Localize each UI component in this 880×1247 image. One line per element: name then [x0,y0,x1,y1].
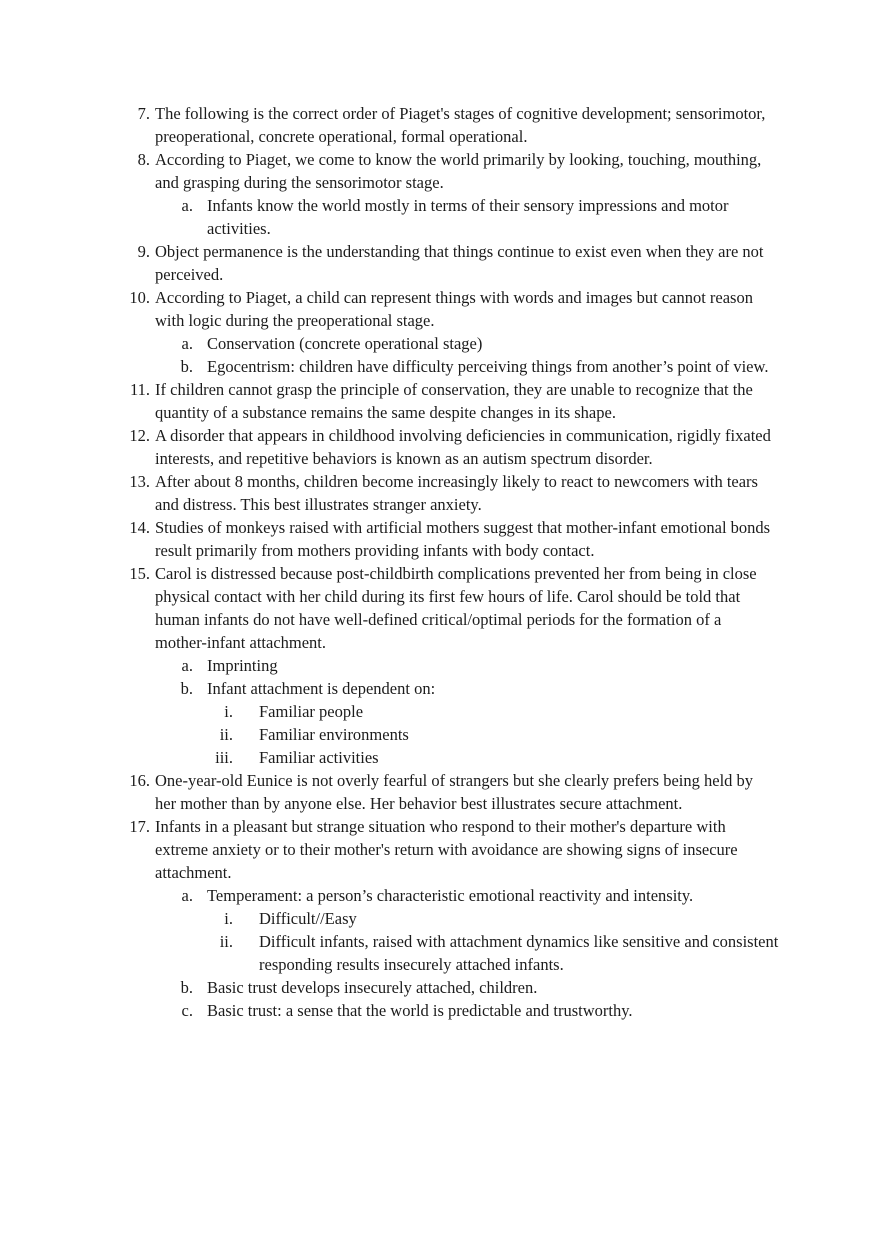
item-number: 14. [129,518,150,537]
item-text: Egocentrism: children have difficulty perceiving things from another’s point of view. [207,357,769,376]
item-number: 13. [129,472,150,491]
item-number: 15. [129,564,150,583]
item-text: Infants know the world mostly in terms of their sensory impressions and motor activities. [207,196,729,238]
item-letter: c. [181,1001,193,1020]
sub-item-10b [0,355,880,378]
item-number: 8. [137,150,150,169]
item-text: Infants in a pleasant but strange situation who respond to their mother's departure with extreme anxiety or to their mother's return with avoidance are showing signs of insecure attachment. [155,817,738,882]
list-item-10 [0,286,880,332]
item-text: A disorder that appears in childhood involving deficiencies in communication, rigidly fixated interests, and repetitive behaviors is known as an autism spectrum disorder. [155,426,771,468]
item-roman: i. [224,702,233,721]
item-letter: a. [181,886,193,905]
sub-sub-item-15b-ii [0,723,880,746]
list-item-15 [0,562,880,654]
item-text: Carol is distressed because post-childbirth complications prevented her from being in close physical contact with her child during its first few hours of life. Carol should be told that human infants do not have well-defined critical/optimal periods for the formation of a mother-infant attachment. [155,564,757,652]
sub-sub-item-15b-i [0,700,880,723]
item-number: 9. [137,242,150,261]
item-text: Basic trust develops insecurely attached, children. [207,978,538,997]
item-number: 17. [129,817,150,836]
sub-item-8a [0,194,880,240]
list-item-16 [0,769,880,815]
item-text: The following is the correct order of Piaget's stages of cognitive development; sensorimotor, preoperational, concrete operational, formal operational. [155,104,766,146]
sub-item-17b [0,976,880,999]
item-roman: ii. [219,725,233,744]
item-text: After about 8 months, children become increasingly likely to react to newcomers with tears and distress. This best illustrates stranger anxiety. [155,472,758,514]
list-item-11 [0,378,880,424]
item-number: 12. [129,426,150,445]
list-item-14 [0,516,880,562]
sub-sub-item-15b-iii [0,746,880,769]
item-letter: a. [181,196,193,215]
item-letter: b. [180,978,193,997]
list-item-8 [0,148,880,194]
item-text: Infant attachment is dependent on: [207,679,436,698]
item-text: According to Piaget, we come to know the world primarily by looking, touching, mouthing, and grasping during the sensorimotor stage. [155,150,762,192]
list-item-7 [0,102,880,148]
sub-item-15a [0,654,880,677]
item-text: Familiar people [259,702,364,721]
item-text: Difficult//Easy [259,909,357,928]
sub-item-10a [0,332,880,355]
item-text: Familiar environments [259,725,409,744]
sub-item-17a [0,884,880,907]
item-letter: a. [181,334,193,353]
list-item-12 [0,424,880,470]
item-number: 10. [129,288,150,307]
item-letter: b. [180,679,193,698]
item-number: 16. [129,771,150,790]
item-text: If children cannot grasp the principle of conservation, they are unable to recognize that the quantity of a substance remains the same despite changes in its shape. [155,380,753,422]
item-roman: ii. [219,932,233,951]
list-item-17 [0,815,880,884]
item-number: 7. [137,104,150,123]
item-text: Basic trust: a sense that the world is predictable and trustworthy. [207,1001,633,1020]
item-letter: a. [181,656,193,675]
list-item-9 [0,240,880,286]
item-text: Familiar activities [259,748,379,767]
item-number: 11. [129,380,150,399]
item-text: Studies of monkeys raised with artificial mothers suggest that mother-infant emotional bonds result primarily from mothers providing infants with body contact. [155,518,771,560]
item-text: Object permanence is the understanding that things continue to exist even when they are not perceived. [155,242,764,284]
sub-item-17c [0,999,880,1022]
item-roman: i. [224,909,233,928]
item-text: One-year-old Eunice is not overly fearful of strangers but she clearly prefers being held by her mother than by anyone else. Her behavior best illustrates secure attachment. [155,771,754,813]
item-text: Temperament: a person’s characteristic emotional reactivity and intensity. [207,886,694,905]
notes-outline [0,102,880,1022]
item-text: Difficult infants, raised with attachment dynamics like sensitive and consistent responding results insecurely attached infants. [259,932,779,974]
item-roman: iii. [215,748,233,767]
item-text: According to Piaget, a child can represent things with words and images but cannot reason with logic during the preoperational stage. [155,288,753,330]
item-text: Imprinting [207,656,278,675]
item-text: Conservation (concrete operational stage) [207,334,483,353]
sub-sub-item-17a-ii [0,930,880,976]
list-item-13 [0,470,880,516]
item-letter: b. [180,357,193,376]
sub-item-15b [0,677,880,700]
sub-sub-item-17a-i [0,907,880,930]
